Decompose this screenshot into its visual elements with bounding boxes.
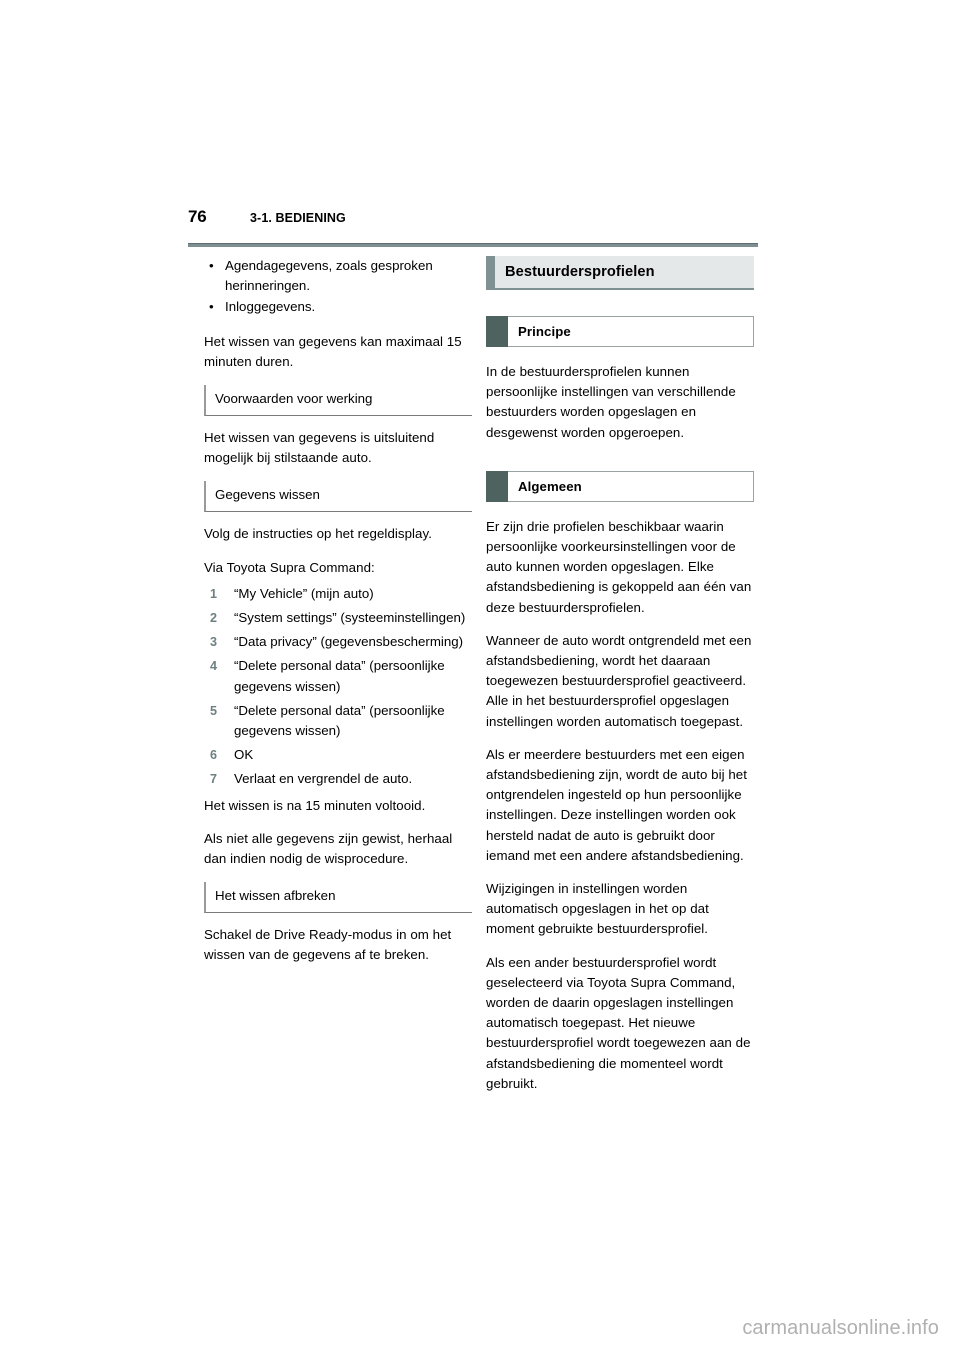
page-title: 3-1. BEDIENING xyxy=(250,211,346,225)
section-heading-driver-profiles xyxy=(486,256,754,290)
list-item-label: Inloggegevens. xyxy=(225,299,316,315)
retry-paragraph: Als niet alle gegevens zijn gewist, herhaal dan indien nodig de wisprocedure. xyxy=(204,830,453,867)
general-paragraph: Als een ander bestuurdersprofiel wordt geselecteerd via Toyota Supra Command, worden de daarin opgeslagen instellingen automatisch toegepast. Het nieuwe bestuurdersprofiel wordt toegewezen aan de afstandsbediening die momenteel wordt gebruikt. xyxy=(486,954,751,1091)
bullet-list xyxy=(204,256,472,318)
list-item xyxy=(204,584,472,604)
subsection-heading-principle xyxy=(486,316,754,347)
subsection-heading-label: Algemeen xyxy=(518,478,582,494)
watermark: carmanualsonline.info xyxy=(742,1317,939,1339)
list-item xyxy=(204,608,472,628)
list-item-label: Agendagegevens, zoals gesproken herinneringen. xyxy=(225,258,433,294)
heading-marker-square xyxy=(486,316,508,347)
step-number: 4 xyxy=(210,659,218,674)
list-item xyxy=(204,745,472,765)
page-number: 76 xyxy=(188,207,207,226)
right-column xyxy=(486,256,754,1107)
subheading-label: Voorwaarden voor werking xyxy=(215,391,373,407)
left-column xyxy=(204,256,472,979)
list-item xyxy=(204,297,472,317)
heading-accent-bar xyxy=(486,256,495,290)
list-item xyxy=(204,701,472,741)
step-number: 3 xyxy=(210,635,218,650)
header-divider xyxy=(188,243,758,247)
list-item xyxy=(204,256,472,296)
step-number: 6 xyxy=(210,748,218,763)
step-label: “Delete personal data” (persoonlijke gegevens wissen) xyxy=(234,702,445,739)
heading-band xyxy=(495,256,754,290)
erase-via-paragraph: Via Toyota Supra Command: xyxy=(204,559,375,575)
bullet-icon: • xyxy=(209,258,214,273)
subsection-heading-general xyxy=(486,471,754,502)
list-item xyxy=(204,769,472,789)
step-number: 1 xyxy=(210,586,218,601)
bullet-icon: • xyxy=(209,299,214,315)
erase-instruction-paragraph: Volg de instructies op het regeldisplay. xyxy=(204,526,432,542)
step-label: OK xyxy=(234,747,254,763)
general-paragraph: Er zijn drie profielen beschikbaar waarin persoonlijke voorkeursinstellingen voor de auto kunnen worden opgeslagen. Elke afstandsbediening is gekoppeld aan één van deze bestuurdersprofielen. xyxy=(486,518,752,615)
step-number: 7 xyxy=(210,772,218,787)
abort-paragraph: Schakel de Drive Ready-modus in om het wissen van de gegevens af te breken. xyxy=(204,927,452,963)
step-number: 5 xyxy=(210,703,218,718)
step-label: Verlaat en vergrendel de auto. xyxy=(234,771,413,787)
step-label: “Data privacy” (gegevensbescherming) xyxy=(234,634,464,650)
step-number: 2 xyxy=(210,611,218,626)
step-label: “My Vehicle” (mijn auto) xyxy=(234,585,374,601)
completion-paragraph: Het wissen is na 15 minuten voltooid. xyxy=(204,797,426,813)
principle-paragraph: In de bestuurdersprofielen kunnen persoonlijke instellingen van verschillende bestuurders worden opgeslagen en desgewenst worden opgeroepen. xyxy=(486,364,736,440)
step-label: “Delete personal data” (persoonlijke gegevens wissen) xyxy=(234,658,445,694)
subheading-label: Het wissen afbreken xyxy=(215,888,336,904)
numbered-step-list xyxy=(204,584,472,790)
subheading-conditions xyxy=(204,385,472,416)
subheading-abort-erase xyxy=(204,882,472,913)
conditions-paragraph: Het wissen van gegevens is uitsluitend mogelijk bij stilstaande auto. xyxy=(204,430,435,466)
section-heading-label: Bestuurdersprofielen xyxy=(505,264,655,280)
subheading-label: Gegevens wissen xyxy=(215,487,320,503)
heading-marker-square xyxy=(486,471,508,502)
heading-box xyxy=(508,471,754,502)
list-item xyxy=(204,656,472,696)
subheading-erase-data xyxy=(204,481,472,512)
intro-paragraph: Het wissen van gegevens kan maximaal 15 minuten duren. xyxy=(204,333,462,369)
list-item xyxy=(204,632,472,652)
general-paragraph: Als er meerdere bestuurders met een eigen afstandsbediening zijn, wordt de auto bij het ontgrendelen ingesteld op hun persoonlijke instellingen. Deze instellingen worden ook hersteld nadat de auto is gebruikt door iemand met een andere afstandsbediening. xyxy=(486,746,747,863)
general-paragraph: Wijzigingen in instellingen worden automatisch opgeslagen in het op dat moment gebruikte bestuurdersprofiel. xyxy=(486,881,709,937)
step-label: “System settings” (systeeminstellingen) xyxy=(234,610,466,626)
heading-box xyxy=(508,316,754,347)
general-paragraph: Wanneer de auto wordt ontgrendeld met een afstandsbediening, wordt het daaraan toegewezen bestuurdersprofiel geactiveerd. Alle in het bestuurdersprofiel opgeslagen instellingen worden automatisch toegepast. xyxy=(486,632,752,729)
running-head xyxy=(188,206,760,238)
subsection-heading-label: Principe xyxy=(518,324,571,339)
